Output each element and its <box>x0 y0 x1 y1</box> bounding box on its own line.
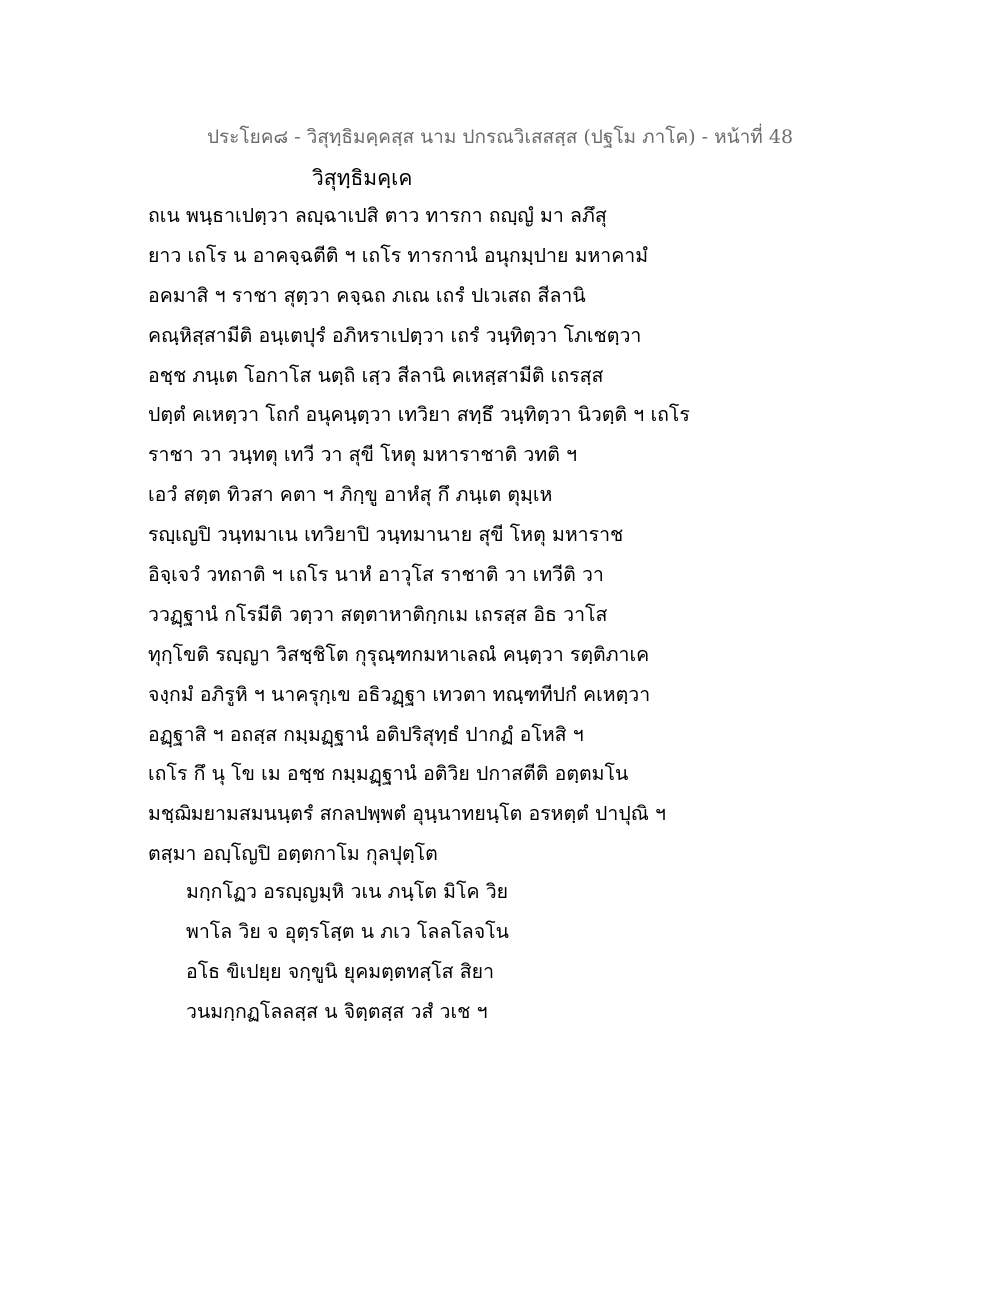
text-line: ปตฺตํ คเหตฺวา โถกํ อนุคนฺตฺวา เทวิยา สทฺธึ วนฺทิตฺวา นิวตฺติ ฯ เถโร <box>148 403 690 427</box>
verse-line: พาโล วิย จ อุตฺรโสฺต น ภเว โลลโลจโน <box>186 920 509 943</box>
text-line: อฏฺฐาสิ ฯ อถสฺส กมฺมฏฺฐานํ อติปริสุทฺธํ ปากฏํ อโหสิ ฯ <box>148 722 584 746</box>
text-line: ยาว เถโร น อาคจฺฉตีติ ฯ เถโร ทารกานํ อนุกมฺปาย มหาคามํ <box>148 243 649 267</box>
text-line: อิจฺเจวํ วทถาติ ฯ เถโร นาหํ อาวุโส ราชาติ วา เทวีติ วา <box>148 563 604 587</box>
section-title: วิสุทฺธิมคฺเค <box>312 166 413 190</box>
text-line: คณฺหิสฺสามีติ อนฺเตปุรํ อภิหราเปตฺวา เถรํ วนฺทิตฺวา โภเชตฺวา <box>148 323 642 347</box>
body-text <box>148 200 708 878</box>
text-line: ตสฺมา อญฺโญปิ อตฺตกาโม กุลปุตฺโต <box>148 842 438 866</box>
text-line: ถเน พนฺธาเปตฺวา ลญฺฉาเปสิ ตาว ทารกา ถญฺญํ มา ลภึสุ <box>148 204 607 227</box>
text-line: มชฺฌิมยามสมนนฺตรํ สกลปพฺพตํ อุนฺนาทยนฺโต อรหตฺตํ ปาปุณิ ฯ <box>148 802 666 826</box>
page-header: ประโยค๘ - วิสุทฺธิมคฺคสฺส นาม ปกรณวิเสสสฺส (ปฐโม ภาโค) - หน้าที่ 48 <box>206 126 794 148</box>
text-line: เอวํ สตฺต ทิวสา คตา ฯ ภิกฺขู อาหํสุ กึ ภนฺเต ตุมฺเห <box>148 483 553 507</box>
text-line: ววฏฺฐานํ กโรมีติ วตฺวา สตฺตาหาติกฺกเม เถรสฺส อิธ วาโส <box>148 602 608 626</box>
text-line: ทุกฺโขติ รญฺญา วิสชฺชิโต กุรุณฺฑกมหาเลณํ คนฺตฺวา รตฺติภาเค <box>148 642 650 666</box>
verse-line: อโธ ขิเปยฺย จกฺขูนิ ยุคมตฺตทสฺโส สิยา <box>186 960 495 983</box>
text-line: เถโร กึ นุ โข เม อชฺช กมฺมฏฺฐานํ อติวิย ปกาสตีติ อตฺตมโน <box>148 762 629 786</box>
text-line: อชฺช ภนฺเต โอกาโส นตฺถิ เสฺว สีลานิ คเหสฺสามีติ เถรสฺส <box>148 363 604 387</box>
verse-block <box>186 876 546 1036</box>
verse-line: วนมกฺกฏโลลสฺส น จิตฺตสฺส วสํ วเช ฯ <box>186 1000 488 1023</box>
verse-line: มกฺกโฏว อรญฺญมฺหิ วเน ภนฺโต มิโค วิย <box>186 880 509 903</box>
text-line: ราชา วา วนฺทตุ เทวี วา สุขี โหตุ มหาราชาติ วทติ ฯ <box>148 443 578 467</box>
text-line: จงฺกมํ อภิรูหิ ฯ นาครุกฺเข อธิวฏฺฐา เทวตา ทณฺฑทีปกํ คเหตฺวา <box>148 682 651 706</box>
text-line: อคมาสิ ฯ ราชา สุตฺวา คจฺฉถ ภเณ เถรํ ปเวเสถ สีลานิ <box>148 283 586 307</box>
text-line: รญฺเญปิ วนฺทมาเน เทวิยาปิ วนฺทมานาย สุขี โหตุ มหาราช <box>148 523 624 547</box>
